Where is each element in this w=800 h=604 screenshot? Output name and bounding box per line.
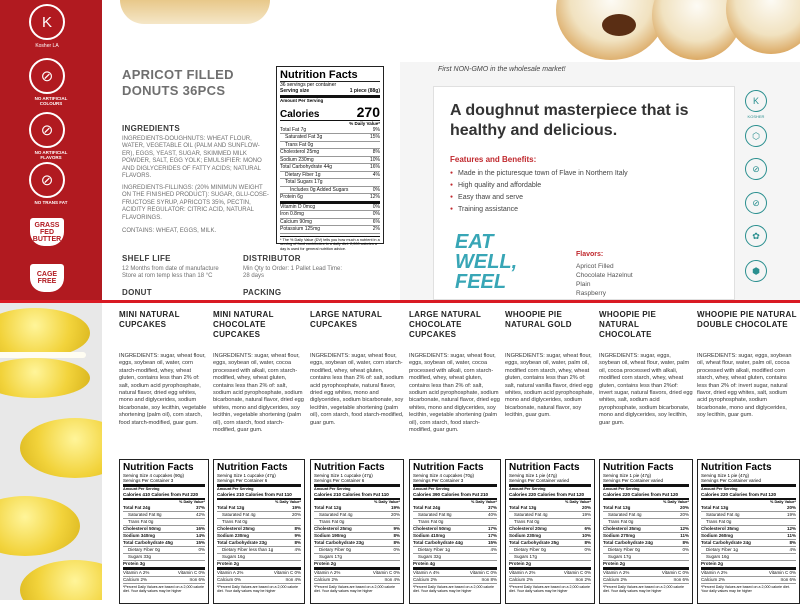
whoopie-pie-image (0, 308, 90, 358)
vitamin-row: Vitamin A 2% Vitamin C 0% (123, 569, 205, 575)
nutrient-row: Dietary Fiber 1g 4% (413, 547, 497, 554)
cage-free-icon: CAGE FREE (30, 264, 64, 292)
amount-per-serving: Amount Per Serving (314, 486, 351, 491)
nutrient-row: Saturated Fat 4g 20% (603, 512, 689, 519)
shelf-life-heading: SHELF LIFE (122, 254, 171, 263)
calories-row: Calories 220 Calories from Fat 120 (509, 492, 591, 500)
serving-size: Serving Size 1 pie (47g) (701, 473, 750, 478)
whoopie-pie-image (20, 418, 102, 478)
nutrient-row: Saturated Fat 3g 15% (280, 134, 380, 142)
ingredients-heading: INGREDIENTS (122, 124, 180, 133)
mineral-row: Calcium 2% Iron 8% (413, 576, 497, 582)
nutrient-row: Protein 2g (701, 561, 796, 570)
nutrition-footnote: *Percent Daily Values are based on a 2,000 calorie diet. Your daily values may be higher (413, 584, 495, 594)
nutrient-row: Cholesterol 35mg 12% (603, 525, 689, 531)
servings-per-container: Servings Per Container 3 (123, 478, 205, 486)
whoopie-pie-image (20, 560, 102, 600)
donut-photo (120, 0, 270, 24)
nutrient-row: Dietary Fiber 0g 0% (314, 547, 400, 554)
nutrition-facts-title: Nutrition Facts (413, 462, 484, 473)
no-artificial-colours-icon: ⊘ (29, 58, 65, 94)
nutrient-row: Dietary Fiber 0g 0% (603, 547, 689, 554)
nutrient-row: Total Fat 13g 20% (603, 504, 689, 510)
nutrient-row: Total Fat 12g 19% (314, 504, 400, 510)
nutrient-row: Sodium 230mg 9% (217, 532, 301, 538)
nutrition-facts-label (505, 459, 595, 604)
packing-heading: PACKING (243, 288, 282, 297)
nutrient-row: Iron 0.8mg 0% (280, 211, 380, 217)
flavors-heading: Flavors: (576, 251, 604, 258)
eat-well-logo: EAT WELL, FEEL (455, 231, 518, 293)
vitamin-row: Vitamin A 2% Vitamin C 0% (217, 569, 301, 575)
nutrition-facts-label (599, 459, 693, 604)
no-artificial-flavors-icon: ⊘ (29, 112, 65, 148)
nutrient-row: Sodium 410mg 17% (413, 532, 497, 538)
nutrient-row: Total Carbohydrate 24g 8% (603, 539, 689, 545)
vitamin-row: Vitamin A 2% Vitamin C 0% (603, 569, 689, 575)
nutrient-row: Cholesterol 25mg 8% (217, 525, 301, 531)
nutrient-row: Protein 2g (603, 561, 689, 570)
kosher-icon: K (29, 4, 65, 40)
nutrient-row: Saturated Fat 4g 20% (314, 512, 400, 519)
nutrient-row: Protein 2g (509, 561, 591, 570)
nutrient-row: Total Sugars 17g (280, 179, 380, 187)
whoopie-pie-image (0, 496, 80, 556)
certification-band (0, 0, 102, 300)
shelf-life-text: 12 Months from date of manufacture Store at rom temp less than 18 °C (122, 266, 219, 280)
nutrient-row: Trans Fat 0g (413, 519, 497, 526)
nutrient-rows (280, 127, 380, 234)
dv-header: % Daily Value* (179, 499, 205, 504)
servings-text: 36 servings per container (280, 82, 337, 88)
nutrient-row: Total Fat 24g 37% (413, 504, 497, 510)
dv-header: % Daily Value* (349, 120, 380, 126)
nutrient-row: Trans Fat 0g (123, 519, 205, 526)
nutrient-row: Trans Fat 0g (314, 519, 400, 526)
nutrient-row: Total Fat 13g 20% (509, 504, 591, 510)
amount-per-serving: Amount Per Serving (509, 486, 546, 491)
product-title: APRICOT FILLED DONUTS 36PCS (122, 67, 234, 98)
nutrient-row: Cholesterol 20mg 6% (509, 525, 591, 531)
mineral-row: Calcium 0% Iron 4% (217, 576, 301, 582)
product-name: LARGE NATURAL CHOCOLATE CUPCAKES (409, 310, 482, 339)
whoopie-pie-photo (0, 300, 102, 600)
nutrient-row: Total Carbohydrate 25g 8% (509, 539, 591, 545)
feature-item: ● Made in the picturesque town of Flave in Northern Italy (450, 170, 628, 177)
product-name: LARGE NATURAL CUPCAKES (310, 310, 383, 329)
ingredients-filling: INGREDIENTS-FILLINGS: (20% MINIMUN WEIGHT ON THE FINISHED PRODUCT): SUGAR, GLU-COSE-FRUCTOSE SYRUP, APRICOTS 35%, PECTIN, ACIDITY REGULATOR: CITRIC ACID, NATURAL FLAVORINGS. (122, 185, 269, 221)
vitamin-row: Vitamin A 4% Vitamin C 0% (413, 569, 497, 575)
no-artificial-icon: ⊘ (745, 158, 767, 180)
nutrient-row: Cholesterol 35mg 12% (701, 525, 796, 531)
mineral-row: Calcium 2% Iron 4% (314, 576, 400, 582)
no-trans-fat-icon: ⊘ (745, 192, 767, 214)
nutrition-footnote: *Percent Daily Values are based on a 2,000 calorie diet. Your daily values may be higher (314, 584, 396, 594)
nutrient-row: Saturated Fat 8g 40% (413, 512, 497, 519)
amount-per-serving: Amount Per Serving (603, 486, 640, 491)
calories-row: Calories 220 Calories from Fat 120 (603, 492, 689, 500)
nutrition-facts-label (697, 459, 800, 604)
no-artificial-colours-label: NO ARTIFICIAL COLOURS (34, 96, 68, 106)
product-name: MINI NATURAL CUPCAKES (119, 310, 180, 329)
nutrient-row: Trans Fat 0g (280, 142, 380, 150)
serving-size: Serving Size 1 pie (47g) (509, 473, 558, 478)
vitamin-row: Vitamin A 2% Vitamin C 0% (314, 569, 400, 575)
nutrient-row: Dietary Fiber less than 1g 4% (217, 547, 301, 554)
cream-filling (0, 352, 86, 358)
nutrition-footnote: * The % Daily Value (DV) tells you how much a nutrient in a serving of food contributes to a daily diet. 2,000 calories a day is used for general nutrition advice. (280, 237, 380, 251)
no-trans-fat-label: NO TRANS FAT (34, 200, 68, 205)
nutrient-row: Dietary Fiber 1g 4% (280, 172, 380, 180)
nutrient-row: Sodium 340mg 14% (123, 532, 205, 538)
divider (0, 300, 800, 303)
product-ingredients: INGREDIENTS: sugar, wheat flour, eggs, soybean oil, water, palm oil, modified corn starch, whey, wheat gluten, contains less than 2% of: salt, natural vanilla flavor, dried egg whites, sodium acid pyrophosphate, mono and diglycerides, sodium bicarbonate, natural flavor, soy lecithin, guar gum. (505, 353, 594, 419)
serving-size: Serving Size 4 cupcakes (90g) (123, 473, 185, 478)
grass-fed-butter-icon: GRASS FED BUTTER (30, 218, 64, 246)
nutrient-row: Includes 0g Added Sugars 0% (280, 187, 380, 195)
calories-row: Calories 210 Calories from Fat 110 (314, 492, 400, 500)
serving-size: Serving Size 4 cupcakes (70g) (413, 473, 475, 478)
grass-fed-icon: ✿ (745, 225, 767, 247)
vitamin-row: Vitamin A 2% Vitamin C 0% (701, 569, 796, 575)
nutrient-row: Protein 4g (413, 561, 497, 570)
calories-row: Calories 270 (280, 103, 380, 120)
calories-row: Calories 210 Calories from Fat 110 (217, 492, 301, 500)
donut-image (726, 0, 800, 54)
nutrition-footnote: *Percent Daily Values are based on a 2,000 calorie diet. Your daily values may be higher (123, 584, 205, 594)
dv-header: % Daily Value* (374, 499, 400, 504)
amount-per-serving: Amount Per Serving (701, 486, 738, 491)
nutrient-row: Calcium 90mg 6% (280, 218, 380, 225)
serving-size: Serving Size 1 cupcake (47g) (314, 473, 373, 478)
nutrient-row: Total Carbohydrate 45g 15% (123, 539, 205, 545)
dv-header: % Daily Value* (565, 499, 591, 504)
amount-per-serving: Amount Per Serving (217, 486, 254, 491)
nutrition-facts-title: Nutrition Facts (123, 462, 194, 473)
mineral-row: Calcium 2% Iron 6% (123, 576, 205, 582)
nutrient-row: Sodium 190mg 8% (314, 532, 400, 538)
nutrition-footnote: *Percent Daily Values are based on a 2,000 calorie diet. Your daily values may be higher (217, 584, 299, 594)
chocolate-filling (602, 14, 636, 36)
nutrient-row: Cholesterol 25mg 8% (280, 149, 380, 155)
mineral-row: Calcium 2% Iron 2% (509, 576, 591, 582)
nutrient-row: Protein 2g (217, 561, 301, 570)
nutrition-facts-title: Nutrition Facts (701, 462, 772, 473)
nutrition-facts-label (276, 66, 384, 251)
nutrition-facts-label (119, 459, 209, 604)
nutrient-row: Sodium 230mg 10% (280, 156, 380, 163)
product-name: WHOOPIE PIE NATURAL DOUBLE CHOCOLATE (697, 310, 797, 329)
flavor-item: Chocolate Hazelnut (576, 272, 633, 279)
nutrient-row: Sugars 32g (413, 554, 497, 561)
vitamin-row: Vitamin A 2% Vitamin C 0% (509, 569, 591, 575)
product-ingredients: INGREDIENTS: sugar, eggs, soybean oil, wheat flour, water, palm oil, cocoa processed with alkali, modified corn starch, whey, wheat gluten, contains less than 2% of: invert sugar, natural flavor, dried egg whites, salt, sodium acid pyrophosphate, sodium bicarbonate, mono and diglycerides, soy lecithin, guar gum. (697, 353, 792, 419)
feature-item: ● High quality and affordable (450, 182, 541, 189)
servings-per-container: Servings Per Container 6 (217, 478, 301, 486)
serving-size: Serving Size 1 cupcake (47g) (217, 473, 276, 478)
nutrition-facts-label (310, 459, 404, 604)
nutrition-footnote: *Percent Daily Values are based on a 2,000 calorie diet. Your daily values may be higher (509, 584, 591, 594)
nutrition-footnote: *Percent Daily Values are based on a 2,000 calorie diet. Your daily values may be higher (701, 584, 790, 594)
nutrient-row: Sodium 270mg 11% (603, 532, 689, 538)
nutrient-row: Cholesterol 25mg 9% (314, 525, 400, 531)
nutrient-row: Saturated Fat 8g 42% (123, 512, 205, 519)
servings-per-container: Servings Per Container varied (701, 478, 796, 486)
product-ingredients: INGREDIENTS: sugar, wheat flour, eggs, soybean oil, water, cocoa processed with alkali, corn starch-modified, whey, wheat gluten, contains less than 2% of: salt, sodium acid pyrophosphate, sodium bicarbonate, natural flavor, dried egg whites, mono and diglycerides, soy lecithin, vegetable shortening (palm oil), corn starch, food starch-modified, guar gum. (409, 353, 500, 434)
amount-per-serving: Amount Per Serving (413, 486, 450, 491)
nutrient-row: Total Carbohydrate 44g 16% (280, 164, 380, 170)
dv-header: % Daily Value* (471, 499, 497, 504)
nutrient-row: Total Carbohydrate 23g 8% (217, 539, 301, 545)
dv-header: % Daily Value* (663, 499, 689, 504)
nutrition-facts-title: Nutrition Facts (217, 462, 288, 473)
nutrient-row: Total Carbohydrate 44g 15% (413, 539, 497, 545)
nutrient-row: Dietary Fiber 0g 0% (509, 547, 591, 554)
nutrient-row: Trans Fat 0g (509, 519, 591, 526)
nutrition-facts-label (409, 459, 501, 604)
nutrient-row: Protein 2g (314, 561, 400, 570)
product-name: MINI NATURAL CHOCOLATE CUPCAKES (213, 310, 274, 339)
flavor-item: Raspberry (576, 290, 606, 297)
nutrient-row: Trans Fat 0g (217, 519, 301, 526)
nutrient-row: Sugars 17g (314, 554, 400, 561)
nutrient-row: Cholesterol 50mg 16% (123, 525, 205, 531)
distributor-text: Min Qty to Order: 1 Pallet Lead Time: 28 days (243, 266, 343, 280)
nutrient-row: Total Fat 24g 37% (123, 504, 205, 510)
product-ingredients: INGREDIENTS: sugar, wheat flour, eggs, soybean oil, water, corn starch-modified, whey, wheat gluten, contains less than 2% of: salt, sodium acid pyrophosphate, natural flavor, dried egg whites, mono and diglycerides, sodium bicarbonate, soy lecithin, vegetable shortening (palm oil), corn starch, food starch-modified, guar gum. (310, 353, 404, 426)
nutrient-row: Total Carbohydrate 24g 8% (701, 539, 796, 545)
nutrient-row: Trans Fat 0g (701, 519, 796, 526)
flyer-tagline: First NON-GMO in the wholesale market! (438, 66, 566, 73)
amount-per-serving: Amount Per Serving (280, 97, 324, 103)
nutrient-row: Sugars 17g (603, 554, 689, 561)
nutrient-row: Total Fat 7g 9% (280, 126, 380, 133)
nutrition-footnote: *Percent Daily Values are based on a 2,000 calorie diet. Your daily values may be higher (603, 584, 685, 594)
nutrient-row: Sugars 17g (509, 554, 591, 561)
nutrient-row: Sugars 16g (701, 554, 796, 561)
flavor-item: Plain (576, 281, 591, 288)
nutrient-row: Dietary Fiber 0g 0% (123, 547, 205, 554)
whoopie-pie-image (0, 358, 90, 398)
nutrient-row: Protein 6g 12% (280, 194, 380, 204)
nutrient-row: Total Fat 13g 20% (701, 504, 796, 510)
servings-per-container: Servings Per Container varied (603, 478, 689, 486)
feature-item: ● Training assistance (450, 206, 518, 213)
amount-per-serving: Amount Per Serving (123, 486, 160, 491)
nutrient-row: Vitamin D 0mcg 0% (280, 203, 380, 210)
nutrient-row: Potassium 125mg 2% (280, 226, 380, 232)
flyer-headline: A doughnut masterpiece that is healthy and delicious. (450, 102, 689, 139)
nutrition-facts-title: Nutrition Facts (280, 69, 380, 82)
nutrient-row: Trans Fat 0g (603, 519, 689, 526)
calories-row: Calories 220 Calories from Fat 120 (701, 492, 796, 500)
donut-heading: DONUT (122, 288, 152, 297)
contains-text: CONTAINS: WHEAT, EGGS, MILK. (122, 228, 217, 234)
nutrient-row: Sugars 16g (217, 554, 301, 561)
product-name: WHOOPIE PIE NATURAL GOLD (505, 310, 572, 329)
flyer-top (400, 0, 556, 62)
serving-size: Serving Size 1 pie (47g) (603, 473, 652, 478)
kosher-label: Kosher LA (35, 43, 59, 49)
donuts-photo (556, 0, 800, 62)
nutrient-row: Saturated Fat 4g 19% (509, 512, 591, 519)
nutrient-row: Saturated Fat 4g 19% (701, 512, 796, 519)
nutrient-row: Cholesterol 50mg 17% (413, 525, 497, 531)
calories-row: Calories 410 Calories from Fat 220 (123, 492, 205, 500)
features-heading: Features and Benefits: (450, 155, 537, 164)
nutrient-row: Saturated Fat 4g 20% (217, 512, 301, 519)
mineral-row: Calcium 2% Iron 6% (603, 576, 689, 582)
product-ingredients: INGREDIENTS: sugar, eggs, soybean oil, wheat flour, water, palm oil, cocoa processed with alkali, modified corn starch, whey, wheat gluten, contains less than 2%of: invert sugar, natural flavors, dried egg whites, salt, sodium acid pyrophosphate, sodium bicarbonate, mono and diglycerides, soy lecithin, guar gum. (599, 353, 693, 426)
nutrition-facts-title: Nutrition Facts (314, 462, 385, 473)
dv-header: % Daily Value* (275, 499, 301, 504)
no-artificial-flavors-label: NO ARTIFICIAL FLAVORS (34, 150, 68, 160)
product-ingredients: INGREDIENTS: sugar, wheat flour, eggs, soybean oil, water, corn starch-modified, whey, wheat gluten, contains less than 2% of: salt, sodium acid pyrophosphate, natural flavor, dried egg whites, mono and diglycerides, sodium bicarbonate, soy lecithin, vegetable shortening (palm oil), corn starch, food starch-modified, guar gum. (119, 353, 207, 426)
ingredients-dough: INGREDIENTS-DOUGHNUTS: WHEAT FLOUR, WATER, VEGETABLE OIL (PALM AND SUNFLOW-ER), EGGS, YEAST, SUGAR, SKIMMED MILK POWDER, SALT, EGG YOLK; EMULSIFIER: MONO AND DIGLYCERIDES OF FATTY ACIDS; NATURAL FLAVORS. (122, 136, 262, 180)
nutrient-row: Total Fat 12g 19% (217, 504, 301, 510)
servings-per-container: Servings Per Container 6 (314, 478, 400, 486)
kosher-label: KOSHER (747, 114, 765, 119)
nutrient-row: Sodium 260mg 11% (701, 532, 796, 538)
badge-icon: ⬡ (745, 125, 767, 147)
nutrition-facts-label (213, 459, 305, 604)
cage-free-icon: ⬢ (745, 260, 767, 282)
feature-item: ● Easy thaw and serve (450, 194, 523, 201)
nutrient-row: Sodium 230mg 10% (509, 532, 591, 538)
servings-per-container: Servings Per Container 3 (413, 478, 497, 486)
calories-row: Calories 390 Calories from Fat 210 (413, 492, 497, 500)
nutrient-row: Sugars 33g (123, 554, 205, 561)
nutrition-facts-title: Nutrition Facts (509, 462, 580, 473)
nutrient-row: Protein 3g (123, 561, 205, 570)
dv-header: % Daily Value* (770, 499, 796, 504)
nutrient-row: Total Carbohydrate 23g 8% (314, 539, 400, 545)
distributor-heading: DISTRIBUTOR (243, 254, 301, 263)
kosher-icon: K (745, 90, 767, 112)
flavor-item: Apricot Filled (576, 263, 614, 270)
product-name: WHOOPIE PIE NATURAL CHOCOLATE (599, 310, 657, 339)
servings-per-container: Servings Per Container varied (509, 478, 591, 486)
nutrient-row: Dietary Fiber 1g 4% (701, 547, 796, 554)
mineral-row: Calcium 2% Iron 6% (701, 576, 796, 582)
nutrition-facts-title: Nutrition Facts (603, 462, 674, 473)
serving-size-row: Serving size 1 piece (88g) (280, 88, 380, 98)
product-ingredients: INGREDIENTS: sugar, wheat flour, eggs, soybean oil, water, cocoa processed with alkali, corn starch-modified, whey, wheat gluten, contains less than 2% of: salt, sodium acid pyrophosphate, sodium bicarbonate, natural flavor, dried egg whites, mono and diglycerides, soy lecithin, vegetable shortening (palm oil), corn starch, food starch-modified, guar gum. (213, 353, 304, 434)
no-trans-fat-icon: ⊘ (29, 162, 65, 198)
